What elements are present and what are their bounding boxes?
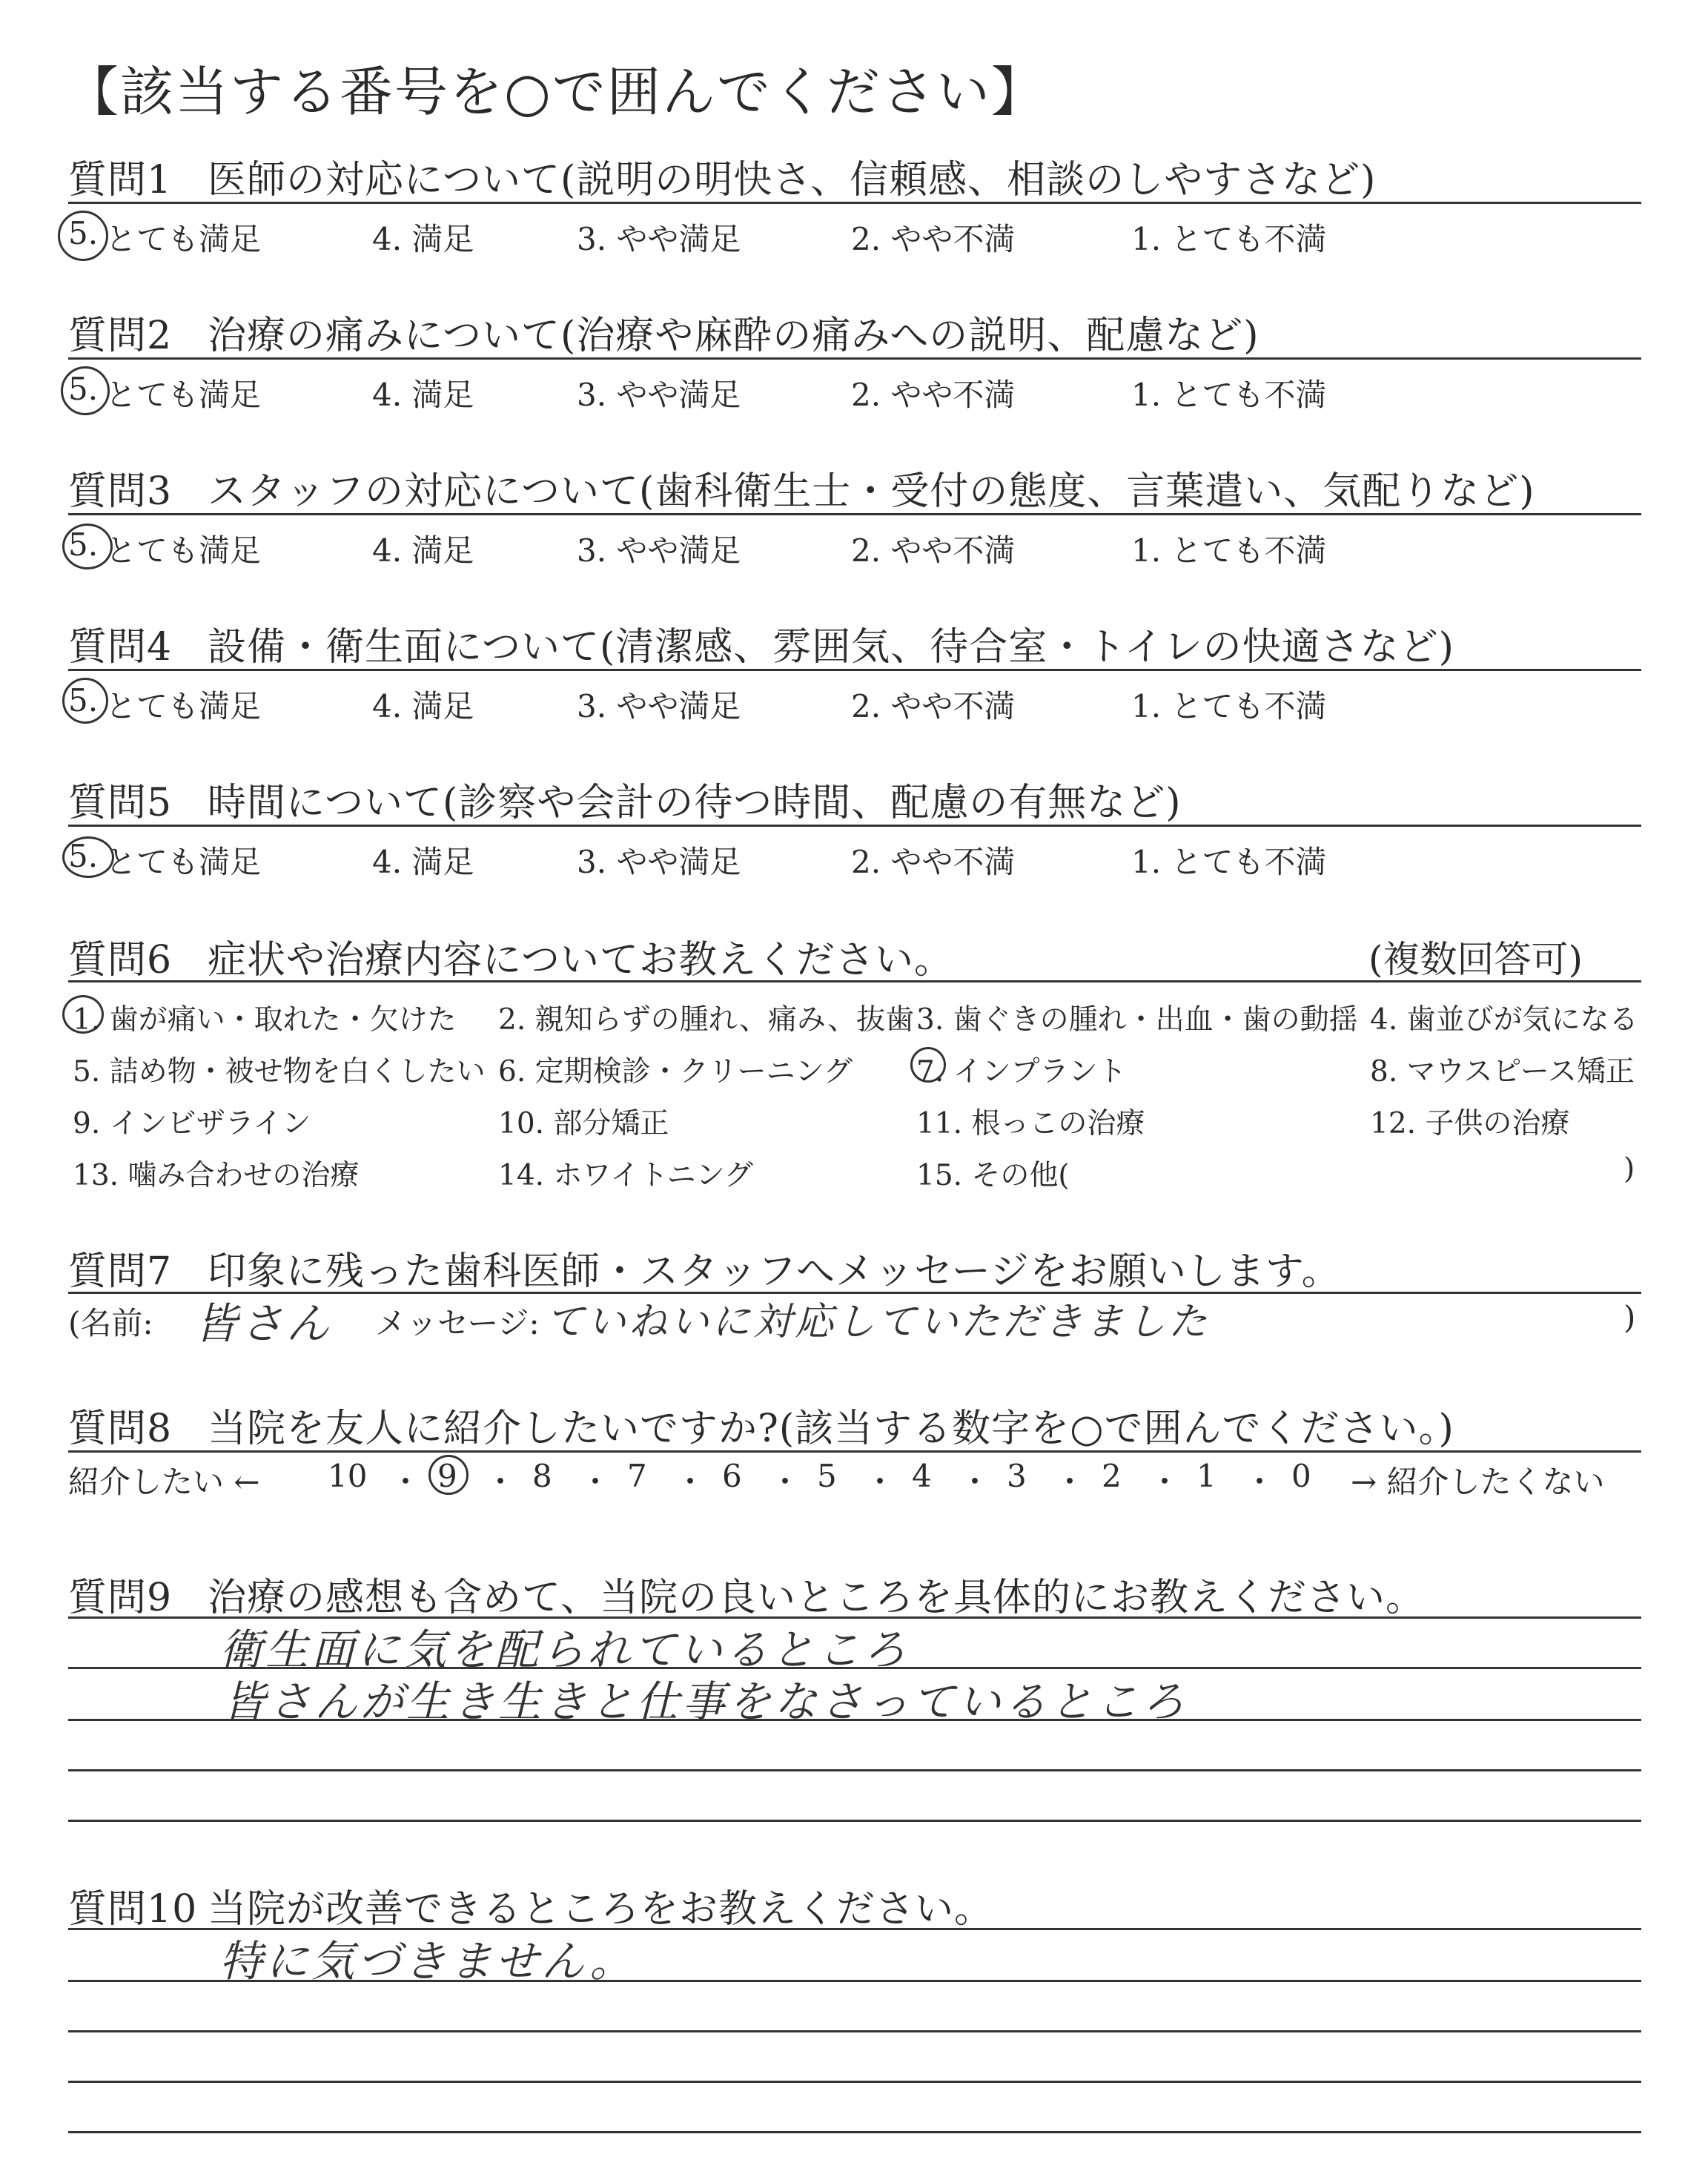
question-5-text: 時間について(診察や会計の待つ時間、配慮の有無など) — [208, 781, 1182, 825]
question-6-label: 質問6 — [68, 938, 173, 982]
q3-option-1[interactable]: 1. とても不満 — [1131, 532, 1327, 569]
q6-option-6[interactable]: 6. 定期検診・クリーニング — [498, 1055, 853, 1089]
question-8-title — [68, 1397, 1454, 1453]
q6-option-3[interactable]: 3. 歯ぐきの腫れ・出血・歯の動揺 — [916, 1003, 1358, 1037]
q7-message-value[interactable]: ていねいに対応していただきました — [546, 1300, 1211, 1344]
q8-scale-6[interactable]: 6 — [722, 1458, 742, 1494]
q5-option-5-label[interactable]: とても満足 — [105, 844, 262, 880]
q10-answer-line-1[interactable]: 特に気づきません。 — [219, 1936, 636, 1986]
q2-option-3[interactable]: 3. やや満足 — [577, 377, 741, 413]
q8-separator: ・ — [390, 1464, 422, 1500]
q8-scale-9[interactable]: 9 — [437, 1458, 457, 1494]
q9-answer-rule — [68, 1719, 1641, 1721]
q5-option-3[interactable]: 3. やや満足 — [577, 844, 741, 880]
q8-scale-0[interactable]: 0 — [1291, 1458, 1311, 1494]
q3-option-5-label[interactable]: とても満足 — [105, 532, 262, 569]
question-4-rule — [68, 669, 1641, 671]
question-10-label: 質問10 — [68, 1887, 198, 1932]
q8-right-label: → 紹介したくない — [1351, 1464, 1605, 1500]
q1-option-5-label[interactable]: とても満足 — [105, 221, 262, 257]
q10-answer-rule — [68, 2030, 1641, 2032]
q4-option-4[interactable]: 4. 満足 — [372, 688, 474, 724]
q8-separator: ・ — [1244, 1464, 1276, 1500]
question-9-text: 治療の感想も含めて、当院の良いところを具体的にお教えください。 — [208, 1576, 1425, 1620]
q5-option-4[interactable]: 4. 満足 — [372, 844, 474, 880]
question-3-label: 質問3 — [68, 469, 173, 514]
question-3-rule — [68, 513, 1641, 515]
q10-answer-rule — [68, 2131, 1641, 2133]
q9-answer-line-1[interactable]: 衛生面に気を配られているところ — [219, 1625, 910, 1675]
q8-scale-2[interactable]: 2 — [1102, 1458, 1122, 1494]
question-4-text: 設備・衛生面について(清潔感、雰囲気、待合室・トイレの快適さなど) — [208, 625, 1454, 670]
q2-option-5-number[interactable]: 5. — [68, 371, 99, 407]
question-1-title — [68, 148, 1376, 204]
q6-option-9[interactable]: 9. インビザライン — [73, 1107, 311, 1140]
question-6-note: (複数回答可) — [1368, 938, 1583, 981]
q8-separator: ・ — [1054, 1464, 1086, 1500]
q10-answer-rule — [68, 2081, 1641, 2083]
question-2-label: 質問2 — [68, 314, 173, 358]
question-1-label: 質問1 — [68, 158, 173, 202]
question-1-text: 医師の対応について(説明の明快さ、信頼感、相談のしやすさなど) — [208, 158, 1377, 202]
question-6-text: 症状や治療内容についてお教えください。 — [208, 938, 953, 982]
q6-option-14[interactable]: 14. ホワイトニング — [498, 1159, 753, 1192]
q8-separator: ・ — [1149, 1464, 1181, 1500]
q4-option-5-number[interactable]: 5. — [68, 682, 99, 719]
q2-option-1[interactable]: 1. とても不満 — [1131, 377, 1327, 413]
q5-option-5-number[interactable]: 5. — [68, 838, 99, 874]
q4-option-1[interactable]: 1. とても不満 — [1131, 688, 1327, 724]
q6-option-15[interactable]: 15. その他( — [916, 1159, 1070, 1192]
q9-answer-rule — [68, 1769, 1641, 1771]
question-7-label: 質問7 — [68, 1249, 173, 1294]
question-3-title — [68, 460, 1535, 515]
q8-separator: ・ — [675, 1464, 706, 1500]
question-1-rule — [68, 202, 1641, 204]
q9-answer-line-2[interactable]: 皆さんが生き生きと仕事をなさっているところ — [222, 1677, 1188, 1727]
question-5-label: 質問5 — [68, 781, 173, 825]
q8-separator: ・ — [769, 1464, 801, 1500]
q1-option-5-number[interactable]: 5. — [68, 215, 99, 251]
question-4-label: 質問4 — [68, 625, 173, 670]
q2-option-5-label[interactable]: とても満足 — [105, 377, 262, 413]
q7-name-label: (名前: — [68, 1305, 153, 1341]
q7-name-value[interactable]: 皆さん — [194, 1298, 333, 1349]
q6-option-11[interactable]: 11. 根っこの治療 — [916, 1107, 1145, 1140]
q8-scale-5[interactable]: 5 — [817, 1458, 837, 1494]
q8-scale-3[interactable]: 3 — [1007, 1458, 1027, 1494]
q3-option-2[interactable]: 2. やや不満 — [851, 532, 1016, 569]
q8-scale-4[interactable]: 4 — [912, 1458, 932, 1494]
q6-option-15-close: ) — [1623, 1152, 1635, 1186]
q3-option-4[interactable]: 4. 満足 — [372, 532, 474, 569]
q8-left-label: 紹介したい ← — [68, 1464, 260, 1500]
question-3-text: スタッフの対応について(歯科衛生士・受付の態度、言葉遣い、気配りなど) — [208, 469, 1535, 514]
q7-close: ) — [1623, 1299, 1636, 1335]
q1-option-3[interactable]: 3. やや満足 — [577, 221, 741, 257]
q4-option-3[interactable]: 3. やや満足 — [577, 688, 741, 724]
q5-option-2[interactable]: 2. やや不満 — [851, 844, 1016, 880]
q4-option-2[interactable]: 2. やや不満 — [851, 688, 1016, 724]
q8-scale-10[interactable]: 10 — [328, 1458, 368, 1494]
q6-option-13[interactable]: 13. 噛み合わせの治療 — [73, 1159, 360, 1192]
q2-option-4[interactable]: 4. 満足 — [372, 377, 474, 413]
q8-separator: ・ — [485, 1464, 517, 1500]
q9-answer-rule — [68, 1820, 1641, 1822]
page-title: 【該当する番号を○で囲んでください】 — [65, 61, 1046, 123]
question-10-title — [68, 1877, 993, 1933]
question-8-label: 質問8 — [68, 1407, 173, 1451]
q6-option-1[interactable]: 1. 歯が痛い・取れた・欠けた — [73, 1003, 457, 1037]
q6-option-4[interactable]: 4. 歯並びが気になる — [1370, 1003, 1638, 1037]
q8-separator: ・ — [864, 1464, 896, 1500]
question-9-label: 質問9 — [68, 1576, 173, 1620]
q4-option-5-label[interactable]: とても満足 — [105, 688, 262, 724]
q3-option-5-number[interactable]: 5. — [68, 526, 99, 563]
question-2-rule — [68, 357, 1641, 360]
question-7-text: 印象に残った歯科医師・スタッフへメッセージをお願いします。 — [208, 1249, 1341, 1294]
q5-option-1[interactable]: 1. とても不満 — [1131, 844, 1327, 880]
q8-separator: ・ — [959, 1464, 991, 1500]
q6-option-10[interactable]: 10. 部分矯正 — [498, 1107, 669, 1140]
q3-option-3[interactable]: 3. やや満足 — [577, 532, 741, 569]
q8-scale-7[interactable]: 7 — [627, 1458, 647, 1494]
q6-option-7[interactable]: 7. インプラント — [916, 1055, 1127, 1089]
q1-option-4[interactable]: 4. 満足 — [372, 221, 474, 257]
q7-message-label: メッセージ: — [375, 1305, 540, 1341]
q1-option-2[interactable]: 2. やや不満 — [851, 221, 1016, 257]
question-4-title — [68, 615, 1454, 671]
q6-option-12[interactable]: 12. 子供の治療 — [1370, 1107, 1570, 1140]
question-6-title — [68, 928, 953, 984]
q6-option-5[interactable]: 5. 詰め物・被せ物を白くしたい — [73, 1055, 486, 1089]
question-6-rule — [68, 980, 1641, 982]
q10-answer-rule — [68, 1980, 1641, 1982]
q8-separator: ・ — [580, 1464, 612, 1500]
question-10-text: 当院が改善できるところをお教えください。 — [208, 1887, 994, 1932]
q2-option-2[interactable]: 2. やや不満 — [851, 377, 1016, 413]
q8-scale-8[interactable]: 8 — [532, 1458, 552, 1494]
question-5-rule — [68, 825, 1641, 827]
question-2-title — [68, 304, 1260, 360]
q6-option-8[interactable]: 8. マウスピース矯正 — [1370, 1055, 1635, 1089]
question-8-rule — [68, 1450, 1641, 1453]
question-9-title — [68, 1566, 1425, 1622]
question-2-text: 治療の痛みについて(治療や麻酔の痛みへの説明、配慮など) — [208, 314, 1260, 358]
q6-option-2[interactable]: 2. 親知らずの腫れ、痛み、抜歯 — [498, 1003, 915, 1037]
question-7-title — [68, 1240, 1341, 1295]
q1-option-1[interactable]: 1. とても不満 — [1131, 221, 1327, 257]
q8-scale-1[interactable]: 1 — [1196, 1458, 1217, 1494]
question-5-title — [68, 771, 1182, 827]
question-8-text: 当院を友人に紹介したいですか?(該当する数字を○で囲んでください。) — [208, 1407, 1454, 1451]
